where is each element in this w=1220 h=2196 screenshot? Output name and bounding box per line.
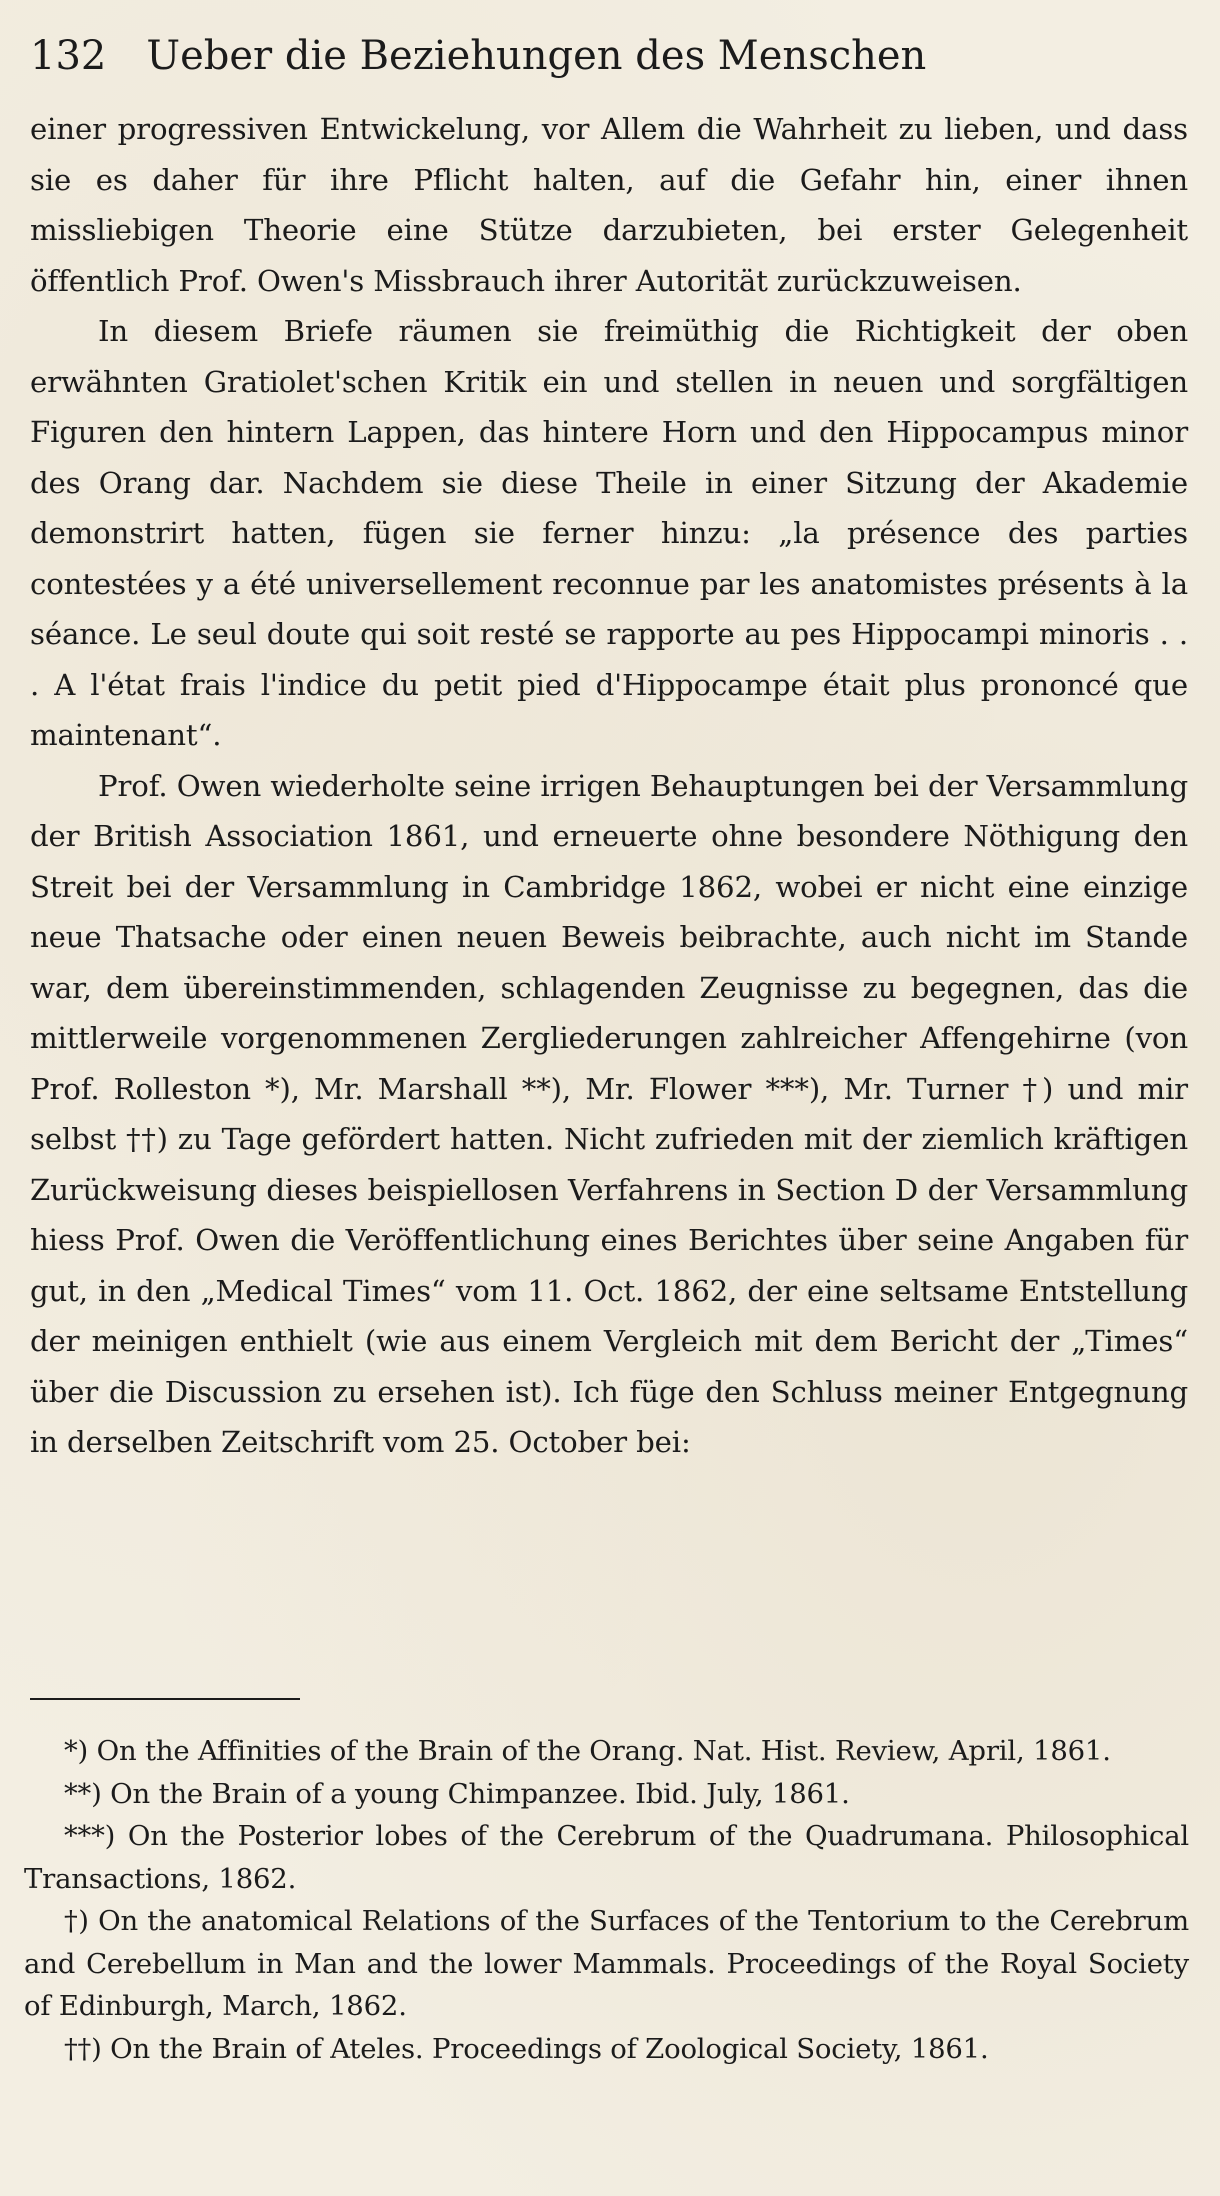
paragraph: Prof. Owen wiederholte seine irrigen Behauptungen bei der Versammlung der British Association 1861, und erneuerte ohne besondere Nöthigung den Streit bei der Versammlung in Cambridge 1862, wobei er nicht eine einzige neue Thatsache oder einen neuen Beweis beibrachte, auch nicht im Stande war, dem übereinstimmenden, schlagenden Zeugnisse zu begegnen, das die mittlerweile vorgenommenen Zergliederungen zahlreicher Affengehirne (von Prof. Rolleston *), Mr. Marshall **), Mr. Flower ***), Mr. Turner †) und mir selbst ††) zu Tage gefördert hatten. Nicht zufrieden mit der ziemlich kräftigen Zurückweisung dieses beispiellosen Verfahrens in Section D der Versammlung hiess Prof. Owen die Veröffentlichung eines Berichtes über seine Angaben für gut, in den „Medical Times“ vom 11. Oct. 1862, der eine seltsame Entstellung der meinigen enthielt (wie aus einem Vergleich mit dem Bericht der „Times“ über die Discussion zu ersehen ist). Ich füge den Schluss meiner Entgegnung in derselben Zeitschrift vom 25. October bei: [30, 768, 1188, 1459]
footnote: †) On the anatomical Relations of the Surfaces of the Tentorium to the Cerebrum and Cerebellum in Man and the lower Mammals. Proceedings of the Royal Society of Edinburgh, March, 1862. [24, 1905, 1189, 2022]
body-text [30, 104, 1188, 1468]
page-number: 132 [30, 33, 107, 79]
footnote: ††) On the Brain of Ateles. Proceedings of Zoological Society, 1861. [64, 2032, 989, 2065]
running-title: Ueber die Beziehungen des Menschen [146, 33, 927, 79]
footnote: ***) On the Posterior lobes of the Cerebrum of the Quadrumana. Philosophical Transactions, 1862. [24, 1820, 1189, 1895]
paragraph-continued: einer progressiven Entwickelung, vor Allem die Wahrheit zu lieben, und dass sie es daher für ihre Pflicht halten, auf die Gefahr hin, einer ihnen missliebigen Theorie eine Stütze darzubieten, bei erster Gelegenheit öffentlich Prof. Owen's Missbrauch ihrer Autorität zurückzuweisen. [30, 112, 1188, 298]
running-header [30, 28, 1190, 84]
footnote: **) On the Brain of a young Chimpanzee. Ibid. July, 1861. [64, 1777, 850, 1810]
paragraph: In diesem Briefe räumen sie freimüthig die Richtigkeit der oben erwähnten Gratiolet'schen Kritik ein und stellen in neuen und sorgfältigen Figuren den hintern Lappen, das hintere Horn und den Hippocampus minor des Orang dar. Nachdem sie diese Theile in einer Sitzung der Akademie demonstrirt hatten, fügen sie ferner hinzu: „la présence des parties contestées y a été universellement reconnue par les anatomistes présents à la séance. Le seul doute qui soit resté se rapporte au pes Hippocampi minoris . . . A l'état frais l'indice du petit pied d'Hippocampe était plus prononcé que maintenant“. [30, 314, 1188, 752]
footnote: *) On the Affinities of the Brain of the Orang. Nat. Hist. Review, April, 1861. [64, 1735, 1111, 1767]
footnote-divider [30, 1698, 300, 1700]
footnotes [24, 1730, 1189, 2070]
